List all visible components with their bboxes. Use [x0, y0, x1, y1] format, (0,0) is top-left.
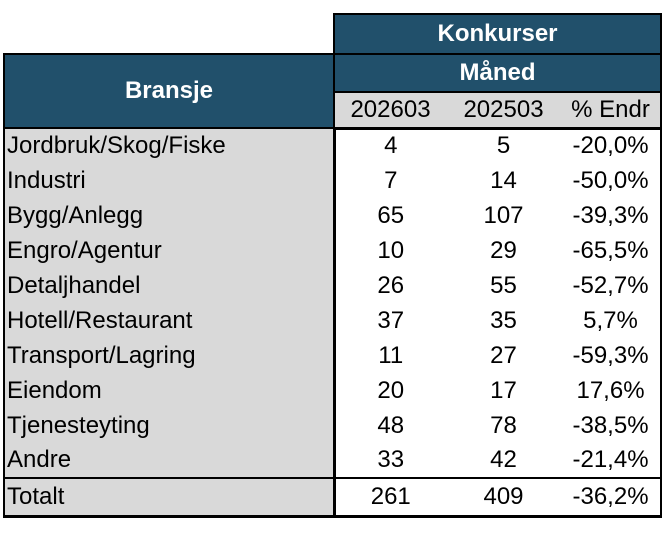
- cell-202503: 42: [446, 443, 561, 478]
- column-header-202603: 202603: [334, 92, 446, 128]
- cell-202503: 17: [446, 373, 561, 408]
- table-row-engro-agentur: [4, 233, 661, 268]
- table-row-eiendom: [4, 373, 661, 408]
- cell-202603: 7: [334, 163, 446, 198]
- column-header-202503: 202503: [446, 92, 561, 128]
- table-row-hotell-restaurant: [4, 303, 661, 338]
- column-header-pct-endr: % Endr: [561, 92, 661, 128]
- cell-202603: 33: [334, 443, 446, 478]
- row-label: Detaljhandel: [4, 268, 334, 303]
- table-row-detaljhandel: [4, 268, 661, 303]
- row-label: Transport/Lagring: [4, 338, 334, 373]
- table-row-industri: [4, 163, 661, 198]
- konkurser-table: [3, 13, 662, 518]
- cell-202503: 29: [446, 233, 561, 268]
- cell-202603: 11: [334, 338, 446, 373]
- cell-202603: 4: [334, 128, 446, 163]
- row-label: Tjenesteyting: [4, 408, 334, 443]
- row-label: Andre: [4, 443, 334, 478]
- cell-202503: 27: [446, 338, 561, 373]
- top-left-spacer: [4, 14, 334, 54]
- total-label: Totalt: [4, 478, 334, 516]
- table-row-jordbruk: [4, 128, 661, 163]
- cell-202603: 65: [334, 198, 446, 233]
- cell-pct-endr: -39,3%: [561, 198, 661, 233]
- title-row: [4, 14, 661, 54]
- cell-pct-endr: -59,3%: [561, 338, 661, 373]
- row-label: Bygg/Anlegg: [4, 198, 334, 233]
- cell-202603: 20: [334, 373, 446, 408]
- total-202603: 261: [334, 478, 446, 516]
- cell-202503: 55: [446, 268, 561, 303]
- cell-pct-endr: -20,0%: [561, 128, 661, 163]
- cell-pct-endr: -65,5%: [561, 233, 661, 268]
- cell-pct-endr: -38,5%: [561, 408, 661, 443]
- cell-pct-endr: -50,0%: [561, 163, 661, 198]
- cell-202603: 26: [334, 268, 446, 303]
- row-label: Jordbruk/Skog/Fiske: [4, 128, 334, 163]
- table-row-totalt: [4, 478, 661, 516]
- table-row-tjenesteyting: [4, 408, 661, 443]
- cell-pct-endr: -52,7%: [561, 268, 661, 303]
- cell-202503: 14: [446, 163, 561, 198]
- row-label: Engro/Agentur: [4, 233, 334, 268]
- cell-202603: 10: [334, 233, 446, 268]
- group-header-maaned: Måned: [334, 54, 661, 92]
- cell-202503: 78: [446, 408, 561, 443]
- row-header-bransje: Bransje: [4, 54, 334, 128]
- row-label: Eiendom: [4, 373, 334, 408]
- total-202503: 409: [446, 478, 561, 516]
- table-row-transport-lagring: [4, 338, 661, 373]
- cell-pct-endr: 17,6%: [561, 373, 661, 408]
- cell-202503: 107: [446, 198, 561, 233]
- row-label: Hotell/Restaurant: [4, 303, 334, 338]
- cell-202503: 5: [446, 128, 561, 163]
- group-header-row: [4, 54, 661, 92]
- cell-pct-endr: -21,4%: [561, 443, 661, 478]
- table-row-andre: [4, 443, 661, 478]
- total-pct-endr: -36,2%: [561, 478, 661, 516]
- row-label: Industri: [4, 163, 334, 198]
- cell-202603: 37: [334, 303, 446, 338]
- table-title: Konkurser: [334, 14, 661, 54]
- cell-202503: 35: [446, 303, 561, 338]
- table-row-bygg-anlegg: [4, 198, 661, 233]
- cell-pct-endr: 5,7%: [561, 303, 661, 338]
- cell-202603: 48: [334, 408, 446, 443]
